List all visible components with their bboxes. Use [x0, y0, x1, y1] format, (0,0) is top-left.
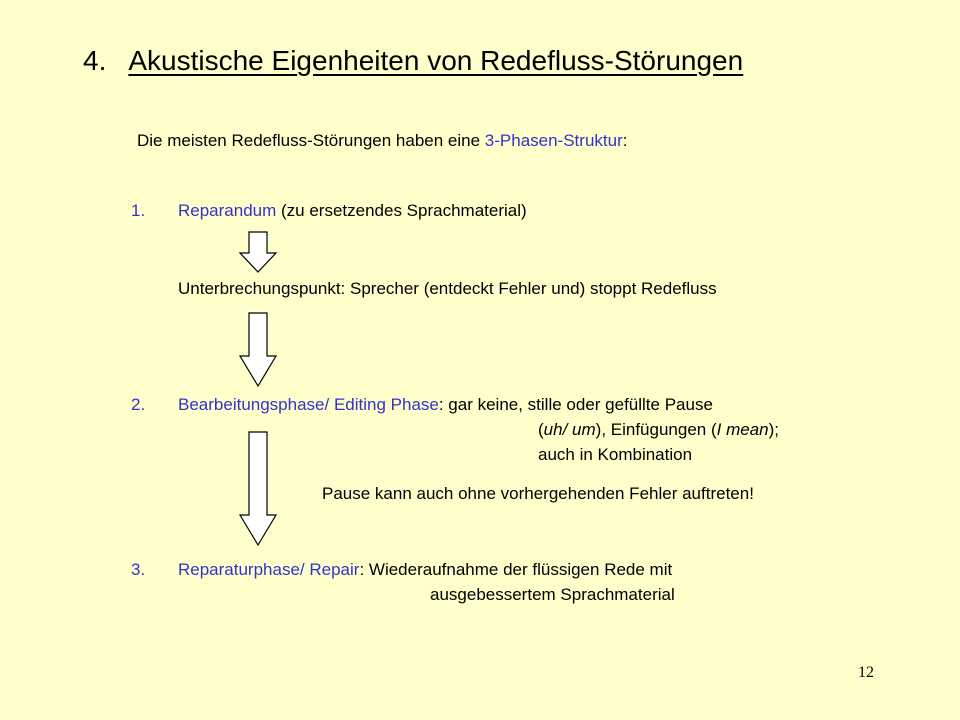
- phase-label: Reparandum: [178, 201, 277, 220]
- intro-colon: :: [622, 131, 628, 150]
- phase-description: : gar keine, stille oder gefüllte Pause: [438, 395, 713, 414]
- interruption-point: Unterbrechungspunkt: Sprecher (entdeckt Fehler und) stoppt Redefluss: [178, 279, 717, 298]
- phase-description: : Wiederaufnahme der flüssigen Rede mit: [359, 560, 673, 579]
- example-filler: uh/ um: [543, 420, 596, 439]
- phase-item-2: [131, 395, 713, 415]
- title-number: 4.: [83, 45, 107, 76]
- pause-note: Pause kann auch ohne vorhergehenden Fehler auftreten!: [322, 484, 754, 503]
- down-arrow-icon: [237, 231, 287, 275]
- phase-item-2-line3: auch in Kombination: [538, 445, 693, 464]
- title-text: Akustische Eigenheiten von Redefluss-Störungen: [128, 45, 744, 76]
- phase-number: 1.: [131, 201, 146, 220]
- text-fragment: (: [538, 420, 544, 439]
- down-arrow-icon: [237, 312, 287, 392]
- phase-label: Bearbeitungsphase/ Editing Phase: [178, 395, 439, 414]
- down-arrow-icon: [237, 431, 287, 551]
- page-number: 12: [858, 664, 874, 681]
- example-insertion: I mean: [716, 420, 769, 439]
- slide-title: [83, 45, 743, 77]
- phase-number: 2.: [131, 395, 146, 414]
- text-fragment: ), Einfügungen (: [595, 420, 717, 439]
- intro-highlight: 3-Phasen-Struktur: [484, 131, 623, 150]
- phase-number: 3.: [131, 560, 146, 579]
- phase-item-3: [131, 560, 672, 580]
- intro-text: Die meisten Redefluss-Störungen haben eine: [137, 131, 485, 150]
- phase-item-3-line2: ausgebessertem Sprachmaterial: [430, 585, 675, 604]
- phase-description: (zu ersetzendes Sprachmaterial): [276, 201, 527, 220]
- phase-item-1: [131, 201, 527, 221]
- intro-line: [137, 131, 627, 151]
- phase-label: Reparaturphase/ Repair: [178, 560, 360, 579]
- text-fragment: );: [768, 420, 779, 439]
- phase-item-2-line2: [538, 420, 779, 440]
